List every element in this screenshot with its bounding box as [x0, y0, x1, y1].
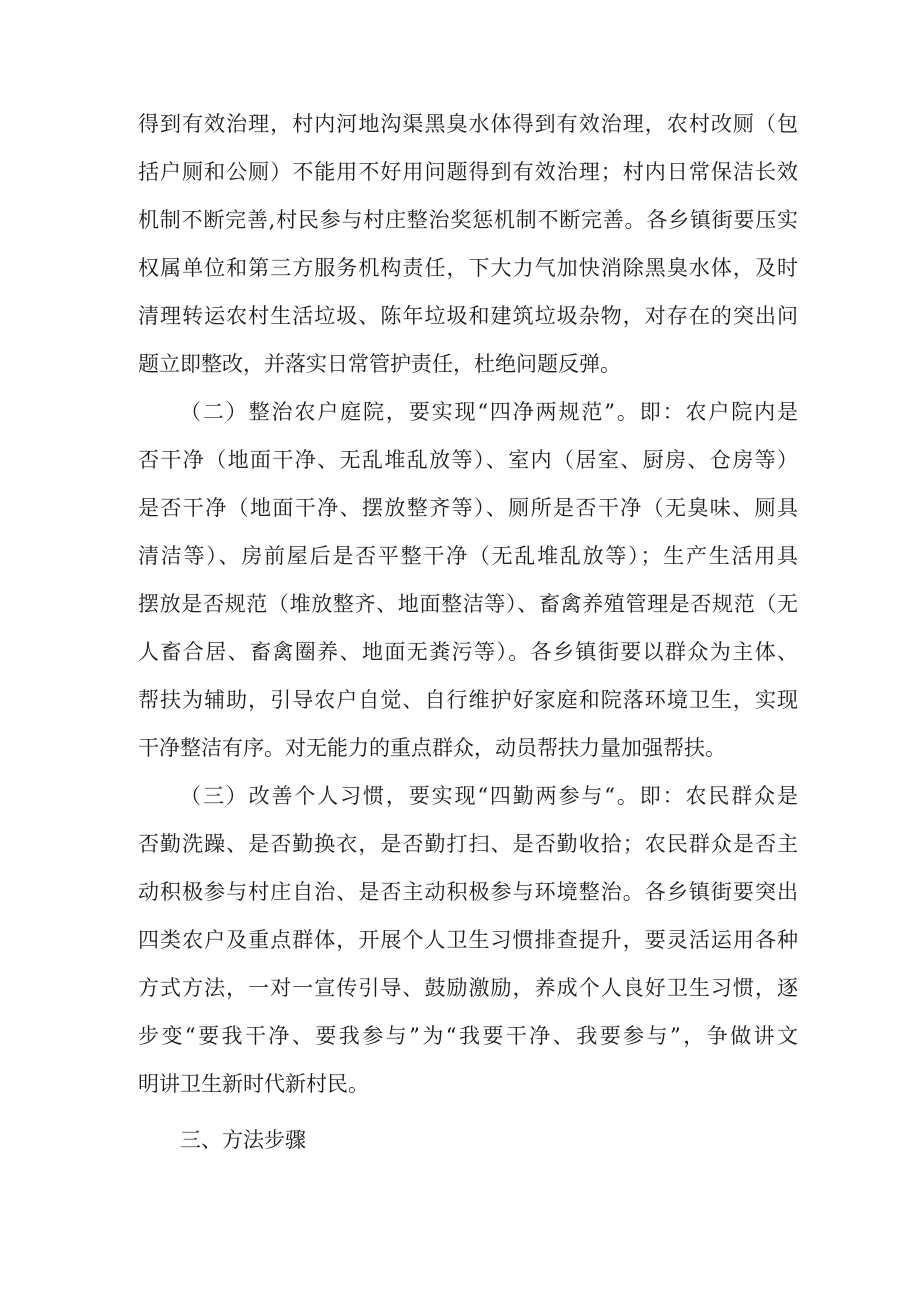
paragraph-2	[138, 388, 798, 772]
text-line: 清理转运农村生活垃圾、陈年垃圾和建筑垃圾杂物，对存在的突出问	[138, 304, 798, 328]
text-line: 明讲卫生新时代新村民。	[138, 1072, 369, 1096]
text-line: 干净整洁有序。对无能力的重点群众，动员帮扶力量加强帮扶。	[138, 736, 726, 760]
text-line: （三）改善个人习惯，要实现“四勤两参与“。即：农民群众是	[180, 784, 798, 808]
section-heading: 三、方法步骤	[180, 1128, 306, 1152]
text-line: 清洁等）、房前屋后是否平整干净（无乱堆乱放等）；生产生活用具	[138, 544, 798, 568]
paragraph-3	[138, 772, 798, 1108]
text-line: 人畜合居、畜禽圈养、地面无粪污等）。各乡镇街要以群众为主体、	[138, 640, 798, 664]
text-line: 括户厕和公厕）不能用不好用问题得到有效治理；村内日常保洁长效	[138, 160, 798, 184]
text-line: （二）整治农户庭院，要实现“四净两规范”。即：农户院内是	[180, 400, 798, 424]
text-line: 方式方法，一对一宣传引导、鼓励激励，养成个人良好卫生习惯，逐	[138, 976, 798, 1000]
text-line: 否干净（地面干净、无乱堆乱放等）、室内（居室、厨房、仓房等）	[138, 448, 798, 472]
text-line: 题立即整改，并落实日常管护责任，杜绝问题反弹。	[138, 352, 621, 376]
text-line: 四类农户及重点群体，开展个人卫生习惯排查提升，要灵活运用各种	[138, 928, 798, 952]
text-line: 是否干净（地面干净、摆放整齐等）、厕所是否干净（无臭味、厕具	[138, 496, 798, 520]
text-line: 得到有效治理，村内河地沟渠黑臭水体得到有效治理，农村改厕（包	[138, 112, 798, 136]
text-line: 机制不断完善,村民参与村庄整治奖惩机制不断完善。各乡镇街要压实	[138, 208, 798, 232]
text-line: 动积极参与村庄自治、是否主动积极参与环境整治。各乡镇街要突出	[138, 880, 798, 904]
text-line: 否勤洗躁、是否勤换衣，是否勤打扫、是否勤收拾；农民群众是否主	[138, 832, 798, 856]
text-line: 步变“要我干净、要我参与”为“我要干净、我要参与”，争做讲文	[138, 1024, 798, 1048]
text-line: 摆放是否规范（堆放整齐、地面整洁等）、畜禽养殖管理是否规范（无	[138, 592, 798, 616]
document-body	[138, 100, 798, 1164]
text-line: 权属单位和第三方服务机构责任，下大力气加快消除黑臭水体，及时	[138, 256, 798, 280]
text-line: 帮扶为辅助，引导农户自觉、自行维护好家庭和院落环境卫生，实现	[138, 688, 798, 712]
paragraph-1	[138, 100, 798, 388]
